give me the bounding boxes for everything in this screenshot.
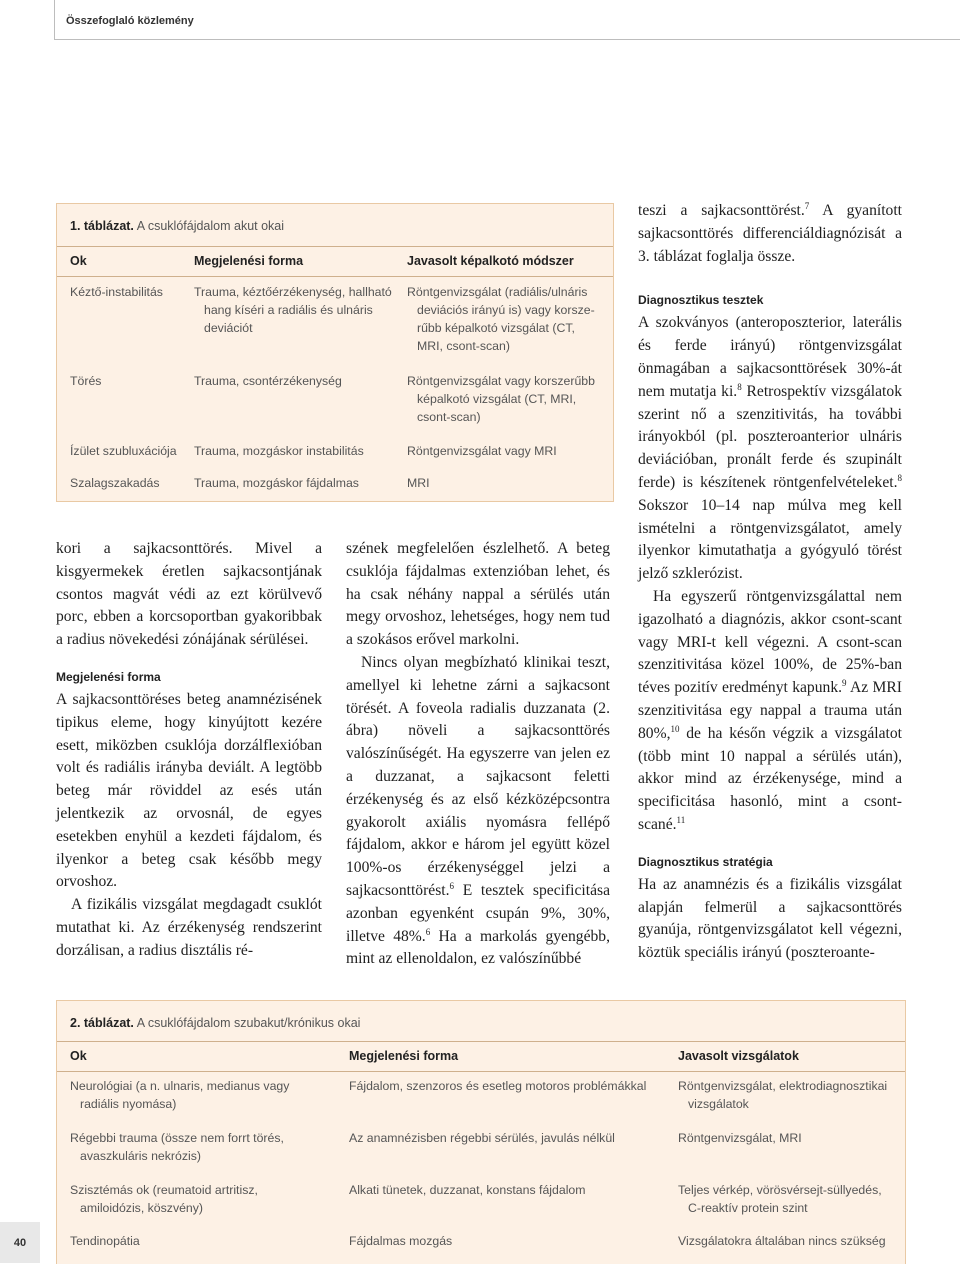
table-2-caption	[70, 1016, 360, 1030]
table-1-row-2-method: Röntgenvizsgálat vagy korszerűbb képalkotó vizsgálat (CT, MRI, csont-scan)	[407, 374, 595, 424]
table-2-row-2-cause: Régebbi trauma (össze nem forrt törés, avaszkuláris nekrózis)	[70, 1131, 284, 1163]
table-1-header-cause: Ok	[70, 254, 87, 268]
table-1-row-4-method: MRI	[407, 476, 430, 490]
table-2-row-3-tests: Teljes vérkép, vörösvérsejt-süllyedés, C-reaktív protein szint	[678, 1183, 882, 1215]
table-2-row-4-cause: Tendinopátia	[70, 1234, 140, 1248]
citation-ref: 8	[897, 472, 902, 483]
table-1-row-2-cause: Törés	[70, 374, 102, 388]
body-column-2	[346, 538, 610, 971]
table-1-row-4-cause: Szalagszakadás	[70, 476, 160, 490]
table-1-row-3-cause: Ízület szubluxációja	[70, 444, 177, 458]
section-heading-diagnosztikus-tesztek: Diagnosztikus tesztek	[638, 293, 764, 308]
paragraph: Nincs olyan megbízható klinikai teszt, amellyel ki lehetne zárni a sajkacsont törését. A foveola radialis duzzanata (2. ábra) növeli a sajkacsonttörés valószínűségét. Ha egyszerre van jelen ez a duzzanat, a sajkacsont feletti érzékenység és az első kézközépcsontra gyakorolt axiális nyomásra fellépő fájdalom, akkor e három jel együtt közel 100%-os érzékenységgel jelzi a sajkacsonttörést.$^6$ E tesztek specificitása azonban egyenként csupán 9%, 30%, illetve 48%.$^6$ Ha a markolás gyengébb, mint az ellenoldalon, ez valószínűbbé	[346, 653, 610, 968]
section-heading-megjelenesi-forma: Megjelenési forma	[56, 669, 161, 684]
table-2-caption-number: 2. táblázat.	[70, 1016, 134, 1030]
paragraph: kori a sajkacsonttörés. Mivel a kisgyermekek éretlen sajkacsontjának csontos magvát védi az ezt körülvevő porc, ebben a korcsoportban gyakoribbak a radius növekedési zónájának sérülései.	[56, 540, 322, 649]
table-1-header-form: Megjelenési forma	[194, 254, 304, 268]
table-2-caption-text: A csuklófájdalom szubakut/krónikus okai	[136, 1016, 361, 1030]
table-2-row-1-form: Fájdalom, szenzoros és esetleg motoros problémákkal	[349, 1079, 647, 1093]
body-column-1	[56, 538, 322, 963]
paragraph: szének megfelelően észlelhető. A beteg csuklója fájdalmas extenzióban lehet, és ha csak néhány nappal a sérülés után megy orvoshoz, lehetséges, hogy nem tud a szokásos erővel markolni.	[346, 540, 610, 649]
table-1-row-2-form: Trauma, csontérzékenység	[194, 374, 342, 388]
table-1-header-method: Javasolt képalkotó módszer	[407, 254, 574, 268]
table-1-row-3-method: Röntgenvizsgálat vagy MRI	[407, 444, 557, 458]
running-header: Összefoglaló közlemény	[66, 15, 194, 27]
table-1-header-row	[57, 246, 613, 277]
table-2-row-1-cause: Neurológiai (a n. ulnaris, medianus vagy radiális nyomása)	[70, 1079, 290, 1111]
paragraph: Ha egyszerű röntgenvizsgálattal nem igazolható a diagnózis, akkor csont-scant vagy MRI-t kell végezni. A csont-scan szenzitivitása közel 100%, de 25%-ban téves pozitív eredményt kapunk.$^9$ Az MRI szenzitivitása egy nappal a trauma után 80%,$^{10}$ de ha későn végzik a vizsgálatot (több mint 10 nappal a sérülés után), akkor mind az érzékenysége, mind a specificitása hasonló, mint a csont-scané.$^{11}$	[638, 587, 902, 833]
table-1-row-1-cause: Kéztő-instabilitás	[70, 285, 163, 299]
paragraph: Ha az anamnézis és a fizikális vizsgálat alapján felmerül a sajkacsonttörés gyanúja, röntgenvizsgálatot kell végezni, köztük speciális irányú (poszteroante-	[638, 875, 902, 962]
table-1-row-1-form: Trauma, kéztőérzékenység, hallható hang kíséri a radiális és ulnáris deviációt	[194, 285, 392, 335]
table-1-row-1-method: Röntgenvizsgálat (radiális/ulnáris deviációs irányú is) vagy korsze- rűbb képalkotó vizsgálat (CT, MRI, csont-scan)	[407, 285, 595, 353]
header-rule	[54, 0, 55, 40]
table-2	[56, 1000, 906, 1264]
table-1-row-4-form: Trauma, mozgáskor fájdalmas	[194, 476, 359, 490]
table-2-row-3-cause: Szisztémás ok (reumatoid artritisz, amiloidózis, köszvény)	[70, 1183, 258, 1215]
paragraph: teszi a sajkacsonttörést.$^7$ A gyanított sajkacsonttörés differenciáldiagnózisát a 3. táblázat foglalja össze.	[638, 200, 903, 265]
paragraph: A fizikális vizsgálat megdagadt csuklót mutathat ki. Az érzékenység rendszerint dorzálisan, a radius disztális ré-	[56, 896, 322, 959]
table-2-header-tests: Javasolt vizsgálatok	[678, 1049, 799, 1063]
table-1-caption-text: A csuklófájdalom akut okai	[136, 219, 285, 233]
table-2-row-4-form: Fájdalmas mozgás	[349, 1234, 453, 1248]
section-heading-diagnosztikus-strategia: Diagnosztikus stratégia	[638, 854, 773, 869]
citation-ref: 7	[804, 200, 810, 211]
paragraph: A sajkacsonttöréses beteg anamnézisének tipikus eleme, hogy kinyújtott kezére esett, miközben csuklója dorzálflexióban volt és radiális irányba deviált. A legtöbb beteg már röviddel az esés után jelentkezik az orvosnál, de egyes esetekben enyhül a kezdeti fájdalom, és ilyenkor a beteg csak később megy orvoshoz.	[56, 690, 322, 891]
citation-ref: 9	[842, 677, 847, 688]
table-1-caption	[70, 219, 284, 233]
table-2-header-cause: Ok	[70, 1049, 87, 1063]
header-rule	[54, 39, 960, 40]
page-number: 40	[0, 1222, 40, 1263]
table-2-row-2-form: Az anamnézisben régebbi sérülés, javulás nélkül	[349, 1131, 615, 1145]
table-2-header-row	[57, 1041, 905, 1072]
table-1-caption-number: 1. táblázat.	[70, 219, 134, 233]
citation-ref: 6	[425, 926, 431, 937]
citation-ref: 10	[670, 723, 680, 734]
table-2-row-2-tests: Röntgenvizsgálat, MRI	[678, 1131, 802, 1145]
table-2-row-3-form: Alkati tünetek, duzzanat, konstans fájdalom	[349, 1183, 586, 1197]
body-column-3	[638, 200, 902, 965]
table-2-header-form: Megjelenési forma	[349, 1049, 459, 1063]
citation-ref: 8	[737, 381, 742, 392]
paragraph: A szokványos (anteroposzterior, laterális és ferde irányú) röntgenvizsgálat önmagában a sajkacsonttörések 30%-át nem mutatja ki.$^8$ Retrospektív vizsgálatok szerint nő a szenzitivitás, ha további irányokból (pl. poszteroanterior ulnáris deviációban, pronált ferde és szupinált ferde) is készítenek röntgenfelvételeket.$^8$ Sokszor 10–14 nap múlva meg kell ismételni a röntgenvizsgálatot, amely ilyenkor kimutathatja a gyógyuló törést jelző szklerózist.	[638, 314, 902, 583]
citation-ref: 11	[676, 814, 686, 825]
table-1-row-3-form: Trauma, mozgáskor instabilitás	[194, 444, 364, 458]
table-1	[56, 203, 614, 502]
citation-ref: 6	[449, 880, 454, 891]
table-2-row-4-tests: Vizsgálatokra általában nincs szükség	[678, 1234, 886, 1248]
table-2-row-1-tests: Röntgenvizsgálat, elektrodiagnosztikai vizsgálatok	[678, 1079, 888, 1111]
